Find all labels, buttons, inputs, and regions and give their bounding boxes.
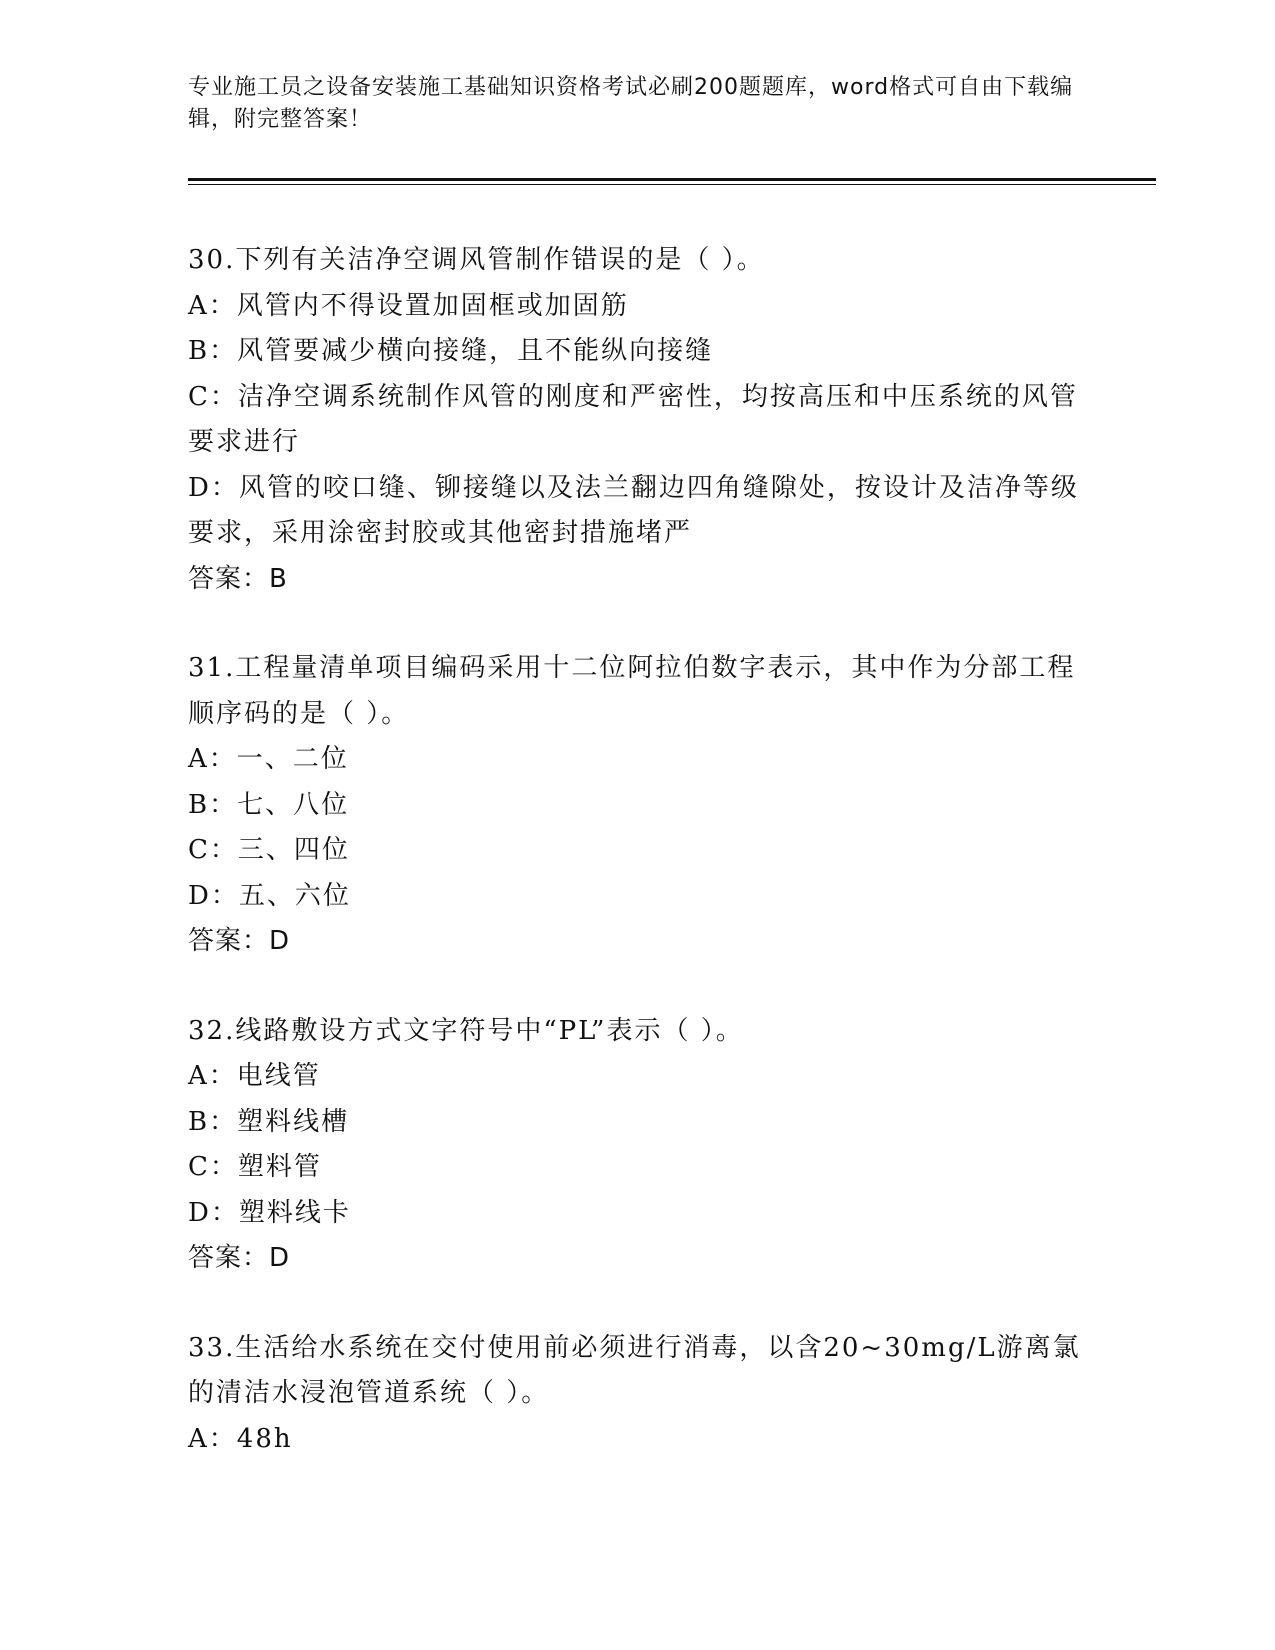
- header-rule-thin: [188, 184, 1156, 185]
- option-b: B：七、八位: [188, 789, 350, 820]
- question-31: [188, 646, 1088, 965]
- option-c: C：三、四位: [188, 835, 350, 865]
- option-d: D：五、六位: [188, 880, 351, 911]
- option-a: A：电线管: [188, 1061, 321, 1091]
- document-header: 专业施工员之设备安装施工基础知识资格考试必刷200题题库，word格式可自由下载编辑，附完整答案！: [188, 75, 1074, 132]
- option-b: B：塑料线槽: [188, 1106, 350, 1137]
- option-c: C：塑料管: [188, 1152, 322, 1182]
- question-stem: 32.线路敷设方式文字符号中“PL”表示（ ）。: [188, 1015, 744, 1046]
- question-30: [188, 238, 1088, 602]
- answer-label: 答案：B: [188, 563, 288, 594]
- header-rule-thick: [188, 178, 1156, 181]
- option-a: A：一、二位: [188, 744, 349, 774]
- question-stem: 31.工程量清单项目编码采用十二位阿拉伯数字表示，其中作为分部工程顺序码的是（ ）。: [188, 653, 1076, 729]
- answer-label: 答案：D: [188, 1243, 291, 1273]
- option-d: D：风管的咬口缝、铆接缝以及法兰翻边四角缝隙处，按设计及洁净等级要求，采用涂密封胶或其他密封措施堵严: [188, 472, 1079, 548]
- option-a: A：48h: [188, 1423, 293, 1454]
- option-d: D：塑料线卡: [188, 1197, 351, 1228]
- option-a: A：风管内不得设置加固框或加固筋: [188, 290, 629, 321]
- answer-label: 答案：D: [188, 926, 291, 956]
- question-32: [188, 1009, 1088, 1282]
- question-list: [188, 238, 1088, 1506]
- question-stem: 33.生活给水系统在交付使用前必须进行消毒，以含20~30mg/L游离氯的清洁水浸泡管道系统（ ）。: [188, 1332, 1081, 1408]
- question-33: [188, 1326, 1088, 1463]
- option-b: B：风管要减少横向接缝，且不能纵向接缝: [188, 336, 714, 366]
- question-stem: 30.下列有关洁净空调风管制作错误的是（ ）。: [188, 245, 765, 275]
- option-c: C：洁净空调系统制作风管的刚度和严密性，均按高压和中压系统的风管要求进行: [188, 381, 1078, 457]
